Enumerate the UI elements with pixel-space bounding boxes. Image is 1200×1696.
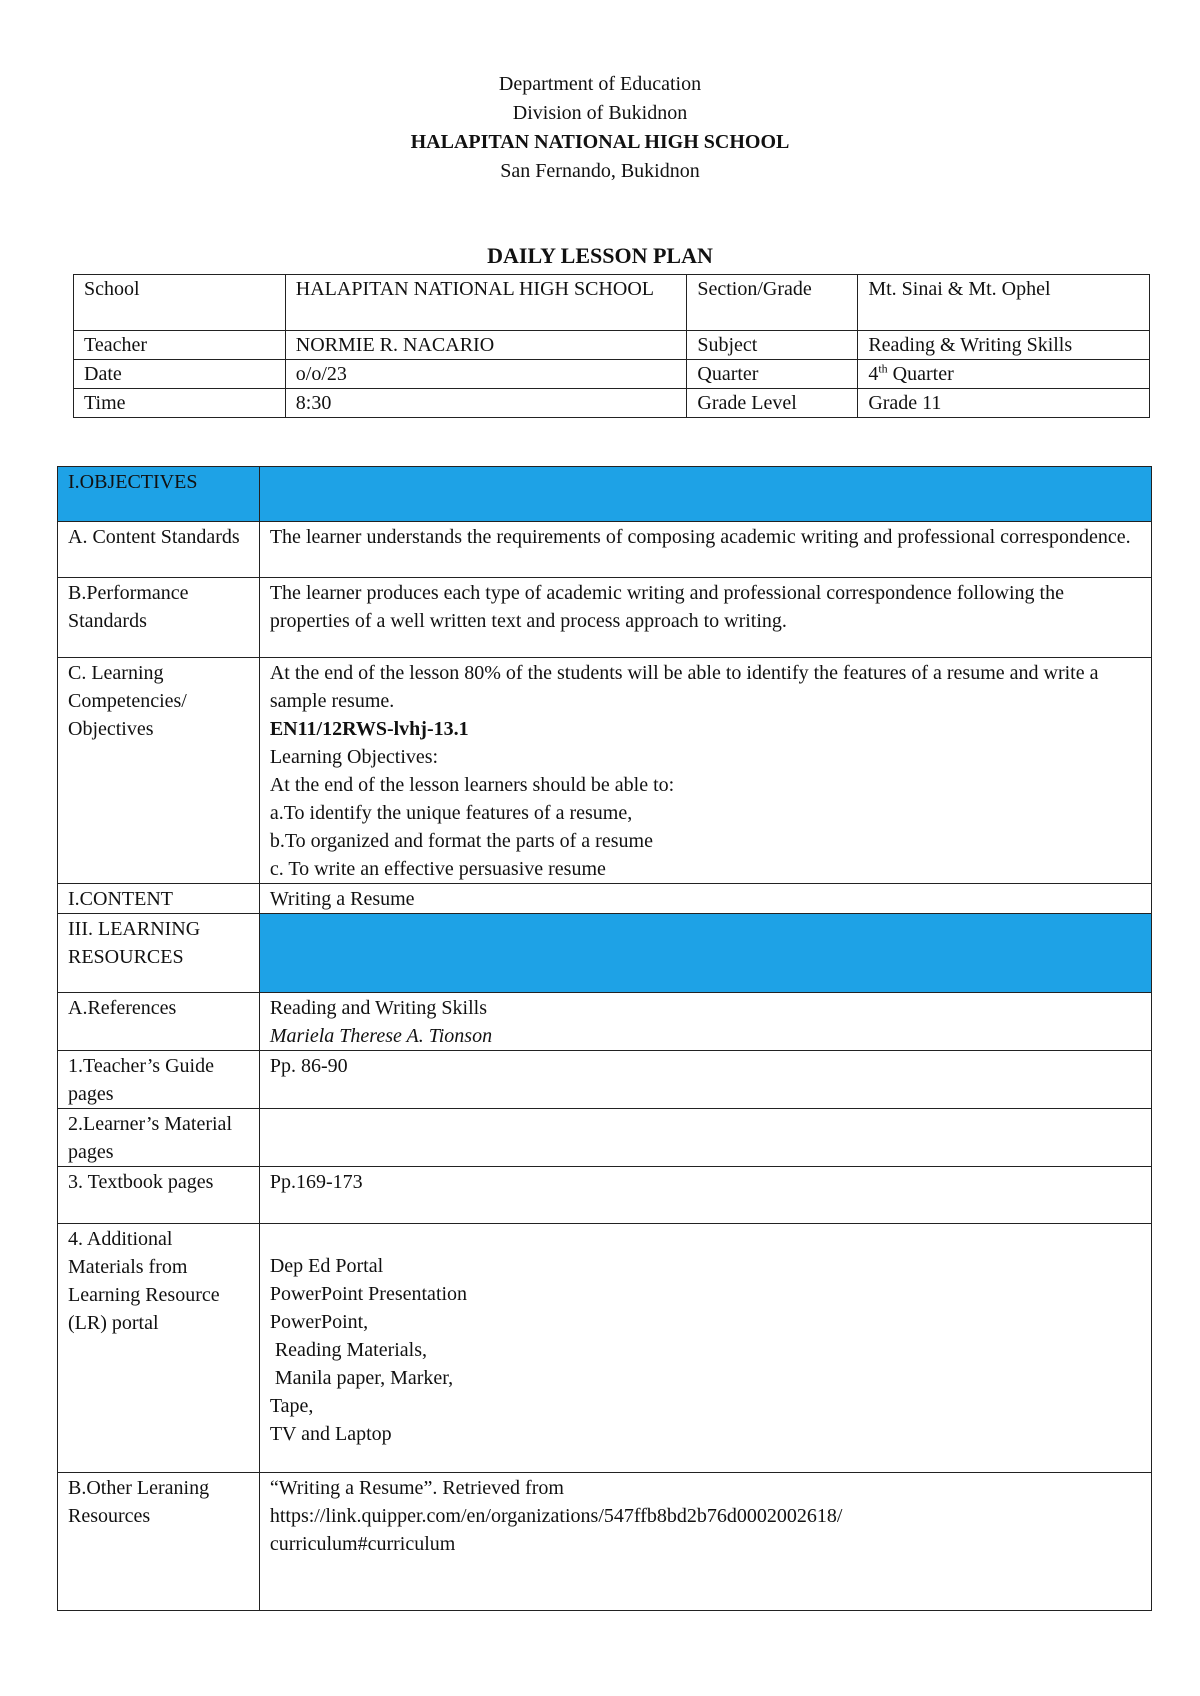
quarter-value xyxy=(858,360,1150,389)
textbook-row xyxy=(58,1167,1152,1224)
other-resource-url: https://link.quipper.com/en/organizations/547ffb8bd2b76d0002002618/ xyxy=(269,1505,843,1527)
school-name-line: HALAPITAN NATIONAL HIGH SCHOOL xyxy=(410,131,790,153)
info-row-date xyxy=(74,360,1150,389)
learner-material-row xyxy=(58,1109,1152,1167)
document-header xyxy=(0,70,1200,186)
objectives-header-row xyxy=(58,467,1152,522)
references-row xyxy=(58,993,1152,1051)
additional-materials-label: 4. Additional Materials from Learning Resource (LR) portal xyxy=(58,1224,260,1473)
content-label: I.CONTENT xyxy=(58,884,260,914)
resources-header-row xyxy=(58,914,1152,993)
learner-material-value xyxy=(259,1109,1151,1167)
material-item: PowerPoint, xyxy=(269,1311,369,1333)
material-item: Tape, xyxy=(269,1395,314,1417)
reference-title: Reading and Writing Skills xyxy=(269,997,487,1019)
learning-objective-c: c. To write an effective persuasive resume xyxy=(269,858,606,880)
section-label: Section/Grade xyxy=(687,275,858,331)
other-resources-row xyxy=(58,1473,1152,1611)
learning-objectives-intro: At the end of the lesson learners should be able to: xyxy=(269,774,675,796)
content-standards-value: The learner understands the requirements of composing academic writing and professional correspondence. xyxy=(259,522,1151,578)
material-item: TV and Laptop xyxy=(269,1423,392,1445)
textbook-value: Pp.169-173 xyxy=(259,1167,1151,1224)
info-row-school xyxy=(74,275,1150,331)
material-item: Reading Materials, xyxy=(269,1339,428,1361)
teacher-value: NORMIE R. NACARIO xyxy=(285,331,687,360)
material-item: Dep Ed Portal xyxy=(269,1255,384,1277)
content-value: Writing a Resume xyxy=(259,884,1151,914)
teacher-label: Teacher xyxy=(74,331,286,360)
competencies-intro: At the end of the lesson 80% of the students will be able to identify the features of a resume and write a sample resume. xyxy=(269,662,1099,712)
objectives-header-blank xyxy=(259,467,1151,522)
lesson-plan-table xyxy=(57,466,1152,1611)
info-row-time xyxy=(74,389,1150,418)
quarter-suffix: th xyxy=(878,361,888,376)
grade-label: Grade Level xyxy=(687,389,858,418)
content-standards-row xyxy=(58,522,1152,578)
subject-value: Reading & Writing Skills xyxy=(858,331,1150,360)
subject-label: Subject xyxy=(687,331,858,360)
references-value xyxy=(259,993,1151,1051)
learning-objectives-heading: Learning Objectives: xyxy=(269,746,439,768)
performance-standards-row xyxy=(58,578,1152,658)
quarter-label: Quarter xyxy=(687,360,858,389)
section-value: Mt. Sinai & Mt. Ophel xyxy=(858,275,1150,331)
quarter-word: Quarter xyxy=(887,363,954,385)
performance-standards-value: The learner produces each type of academic writing and professional correspondence following the properties of a well written text and process approach to writing. xyxy=(259,578,1151,658)
teacher-guide-row xyxy=(58,1051,1152,1109)
other-resource-url-fragment: curriculum#curriculum xyxy=(269,1533,456,1555)
content-row xyxy=(58,884,1152,914)
teacher-guide-label: 1.Teacher’s Guide pages xyxy=(58,1051,260,1109)
quarter-number: 4 xyxy=(868,363,879,385)
grade-value: Grade 11 xyxy=(858,389,1150,418)
references-label: A.References xyxy=(58,993,260,1051)
objectives-header: I.OBJECTIVES xyxy=(58,467,260,522)
competencies-value xyxy=(259,658,1151,884)
additional-materials-row xyxy=(58,1224,1152,1473)
date-value: o/o/23 xyxy=(285,360,687,389)
learning-objective-b: b.To organized and format the parts of a resume xyxy=(269,830,653,852)
other-resources-label: B.Other Leraning Resources xyxy=(58,1473,260,1611)
competencies-row xyxy=(58,658,1152,884)
other-resources-value xyxy=(259,1473,1151,1611)
location-line: San Fernando, Bukidnon xyxy=(500,160,700,182)
time-label: Time xyxy=(74,389,286,418)
teacher-guide-value: Pp. 86-90 xyxy=(259,1051,1151,1109)
division-line: Division of Bukidnon xyxy=(512,102,688,124)
performance-standards-label: B.Performance Standards xyxy=(58,578,260,658)
school-label: School xyxy=(74,275,286,331)
school-value: HALAPITAN NATIONAL HIGH SCHOOL xyxy=(285,275,687,331)
resources-header: III. LEARNING RESOURCES xyxy=(58,914,260,993)
content-standards-label: A. Content Standards xyxy=(58,522,260,578)
info-row-teacher xyxy=(74,331,1150,360)
page-title: DAILY LESSON PLAN xyxy=(487,243,713,268)
additional-materials-value xyxy=(259,1224,1151,1473)
date-label: Date xyxy=(74,360,286,389)
material-item: PowerPoint Presentation xyxy=(269,1283,468,1305)
time-value: 8:30 xyxy=(285,389,687,418)
competencies-label: C. Learning Competencies/ Objectives xyxy=(58,658,260,884)
department-line: Department of Education xyxy=(498,73,702,95)
material-item: Manila paper, Marker, xyxy=(269,1367,454,1389)
learning-objective-a: a.To identify the unique features of a resume, xyxy=(269,802,633,824)
other-resource-citation: “Writing a Resume”. Retrieved from xyxy=(269,1477,564,1499)
competency-code: EN11/12RWS-lvhj-13.1 xyxy=(269,718,469,740)
resources-header-blank xyxy=(259,914,1151,993)
textbook-label: 3. Textbook pages xyxy=(58,1167,260,1224)
reference-author: Mariela Therese A. Tionson xyxy=(269,1025,493,1047)
info-table xyxy=(73,274,1150,418)
learner-material-label: 2.Learner’s Material pages xyxy=(58,1109,260,1167)
